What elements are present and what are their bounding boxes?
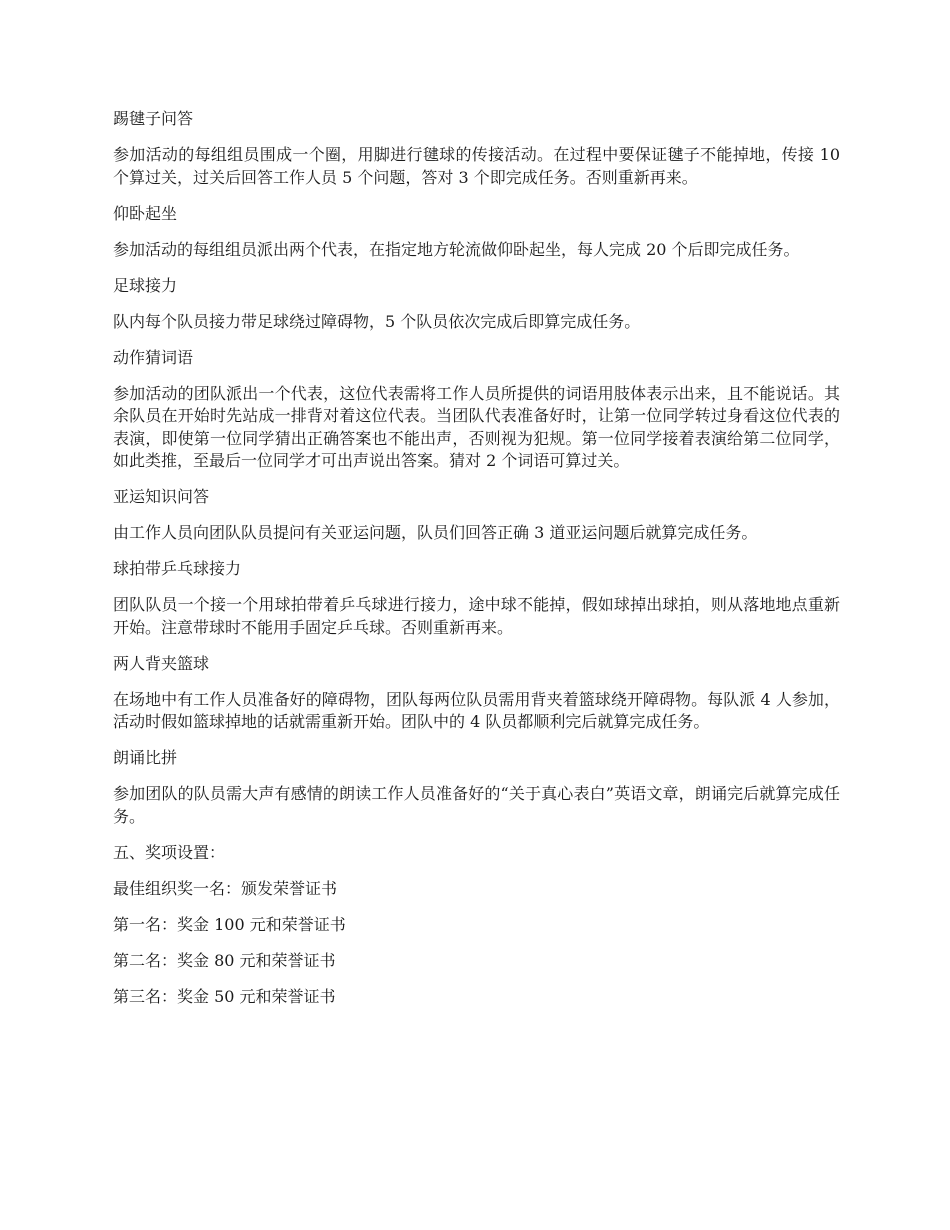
paragraph-football-relay: 队内每个队员接力带足球绕过障碍物，5 个队员依次完成后即算完成任务。 [113,311,641,331]
heading-back-basketball: 两人背夹篮球 [113,653,210,673]
award-third-place: 第三名：奖金 50 元和荣誉证书 [113,986,336,1006]
heading-pingpong-relay: 球拍带乒乓球接力 [113,559,242,578]
heading-recitation: 朗诵比拼 [113,748,178,767]
award-first-place: 第一名：奖金 100 元和荣誉证书 [113,914,346,934]
heading-charades: 动作猜词语 [113,347,194,367]
paragraph-recitation: 参加团队的队员需大声有感情的朗读工作人员准备好的“关于真心表白”英语文章，朗诵完后就算完成任务。 [113,784,840,826]
award-second-place: 第二名：奖金 80 元和荣誉证书 [113,950,336,970]
heading-situps: 仰卧起坐 [113,203,178,223]
paragraph-jianzi-quiz: 参加活动的每组组员围成一个圈，用脚进行毽球的传接活动。在过程中要保证毽子不能掉地，传接 10 个算过关，过关后回答工作人员 5 个问题，答对 3 个即完成任务。否则重新再来。 [113,145,840,187]
paragraph-charades: 参加活动的团队派出一个代表，这位代表需将工作人员所提供的词语用肢体表示出来，且不能说话。其余队员在开始时先站成一排背对着这位代表。当团队代表准备好时，让第一位同学转过身看这位代表的表演，即使第一位同学猜出正确答案也不能出声，否则视为犯规。第一位同学接着表演给第二位同学，如此类推，至最后一位同学才可出声说出答案。猜对 2 个词语可算过关。 [113,383,840,470]
award-best-organization: 最佳组织奖一名：颁发荣誉证书 [113,878,338,898]
heading-asian-games-quiz: 亚运知识问答 [113,487,210,506]
heading-football-relay: 足球接力 [113,275,178,295]
paragraph-asian-games-quiz: 由工作人员向团队队员提问有关亚运问题，队员们回答正确 3 道亚运问题后就算完成任务。 [113,523,758,542]
paragraph-pingpong-relay: 团队队员一个接一个用球拍带着乒乓球进行接力，途中球不能掉，假如球掉出球拍，则从落地地点重新开始。注意带球时不能用手固定乒乓球。否则重新再来。 [113,595,840,637]
document-page [113,108,840,1022]
heading-jianzi-quiz: 踢毽子问答 [113,109,194,128]
paragraph-situps: 参加活动的每组组员派出两个代表，在指定地方轮流做仰卧起坐，每人完成 20 个后即完成任务。 [113,239,800,259]
paragraph-back-basketball: 在场地中有工作人员准备好的障碍物，团队每两位队员需用背夹着篮球绕开障碍物。每队派 4 人参加，活动时假如篮球掉地的话就需重新开始。团队中的 4 队员都顺利完后就算完成任务。 [113,689,840,731]
heading-awards: 五、奖项设置： [113,842,226,862]
